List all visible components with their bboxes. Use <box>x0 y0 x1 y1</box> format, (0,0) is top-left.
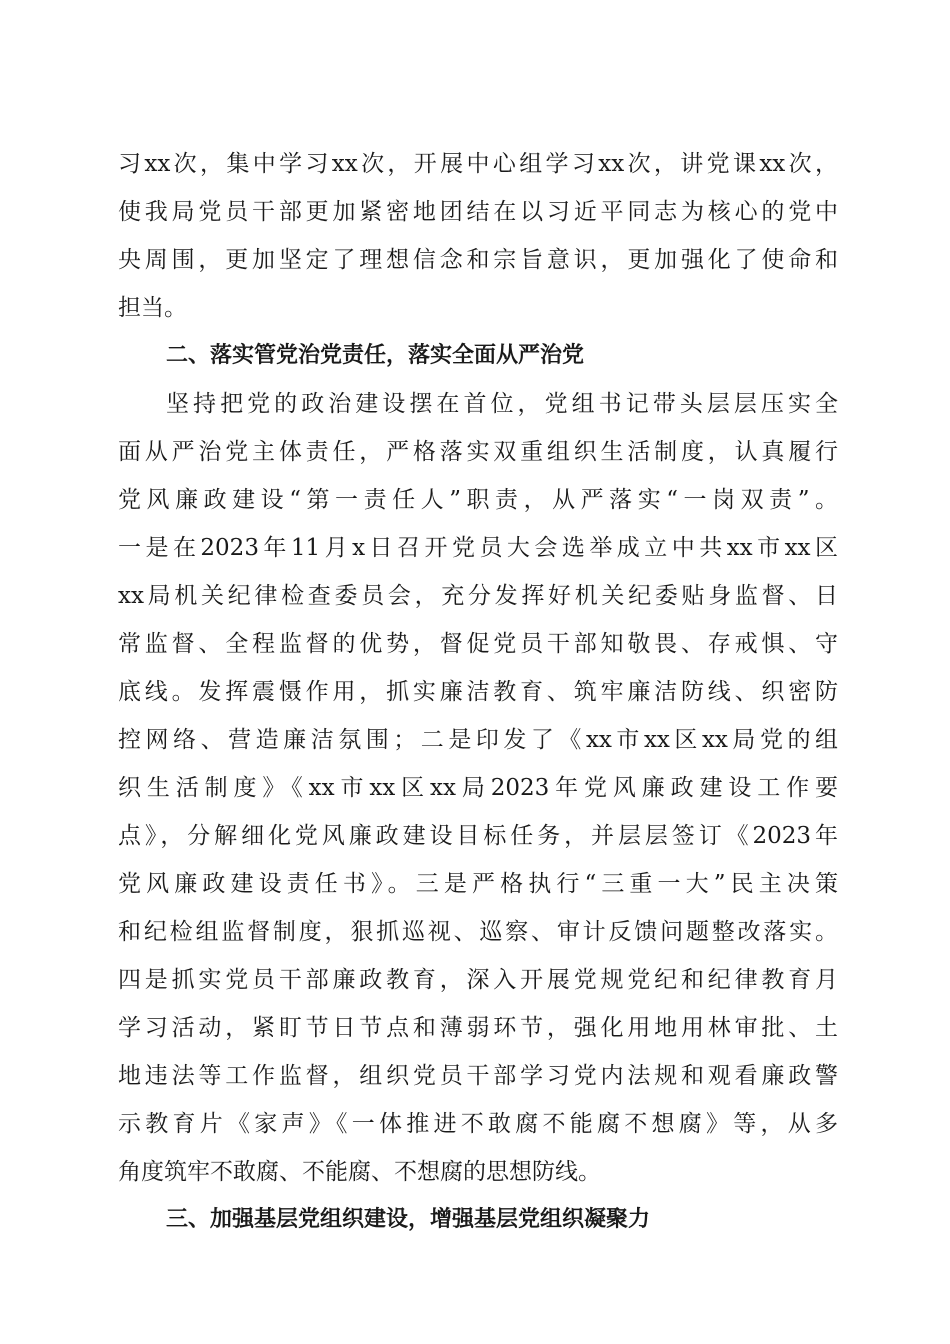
paragraph-line: 学习活动，紧盯节日节点和薄弱环节，强化用地用林审批、土 <box>118 1015 838 1041</box>
paragraph-line: 角度筑牢不敢腐、不能腐、不想腐的思想防线。 <box>118 1159 601 1185</box>
paragraph-line: 党风廉政建设责任书》。三是严格执行“三重一大”民主决策 <box>118 871 838 897</box>
paragraph-line: 点》，分解细化党风廉政建设目标任务，并层层签订《2023年 <box>118 823 838 849</box>
paragraph-line: 面从严治党主体责任，严格落实双重组织生活制度，认真履行 <box>118 439 838 465</box>
paragraph-line: 坚持把党的政治建设摆在首位，党组书记带头层层压实全 <box>166 391 838 417</box>
paragraph-line: 习xx次，集中学习xx次，开展中心组学习xx次，讲党课xx次， <box>118 151 838 177</box>
paragraph-line: 担当。 <box>118 295 187 321</box>
paragraph-line: 示教育片《家声》《一体推进不敢腐不能腐不想腐》等，从多 <box>118 1111 838 1137</box>
paragraph-line: 织生活制度》《xx市xx区xx局2023年党风廉政建设工作要 <box>118 775 838 801</box>
paragraph-line: 党风廉政建设“第一责任人”职责，从严落实“一岗双责”。 <box>118 487 838 513</box>
paragraph-line: 使我局党员干部更加紧密地团结在以习近平同志为核心的党中 <box>118 199 838 225</box>
section-heading-2: 二、落实管党治党责任，落实全面从严治党 <box>166 343 585 368</box>
paragraph-line: 四是抓实党员干部廉政教育，深入开展党规党纪和纪律教育月 <box>118 967 838 993</box>
paragraph-line: xx局机关纪律检查委员会，充分发挥好机关纪委贴身监督、日 <box>118 583 838 609</box>
paragraph-line: 常监督、全程监督的优势，督促党员干部知敬畏、存戒惧、守 <box>118 631 838 657</box>
section-heading-3: 三、加强基层党组织建设，增强基层党组织凝聚力 <box>166 1207 651 1232</box>
paragraph-line: 控网络、营造廉洁氛围；二是印发了《xx市xx区xx局党的组 <box>118 727 838 753</box>
paragraph-line: 一是在2023年11月x日召开党员大会选举成立中共xx市xx区 <box>118 535 838 561</box>
paragraph-line: 地违法等工作监督，组织党员干部学习党内法规和观看廉政警 <box>118 1063 838 1089</box>
paragraph-line: 底线。发挥震慑作用，抓实廉洁教育、筑牢廉洁防线、织密防 <box>118 679 838 705</box>
paragraph-line: 和纪检组监督制度，狠抓巡视、巡察、审计反馈问题整改落实。 <box>118 919 838 945</box>
paragraph-line: 央周围，更加坚定了理想信念和宗旨意识，更加强化了使命和 <box>118 247 838 273</box>
